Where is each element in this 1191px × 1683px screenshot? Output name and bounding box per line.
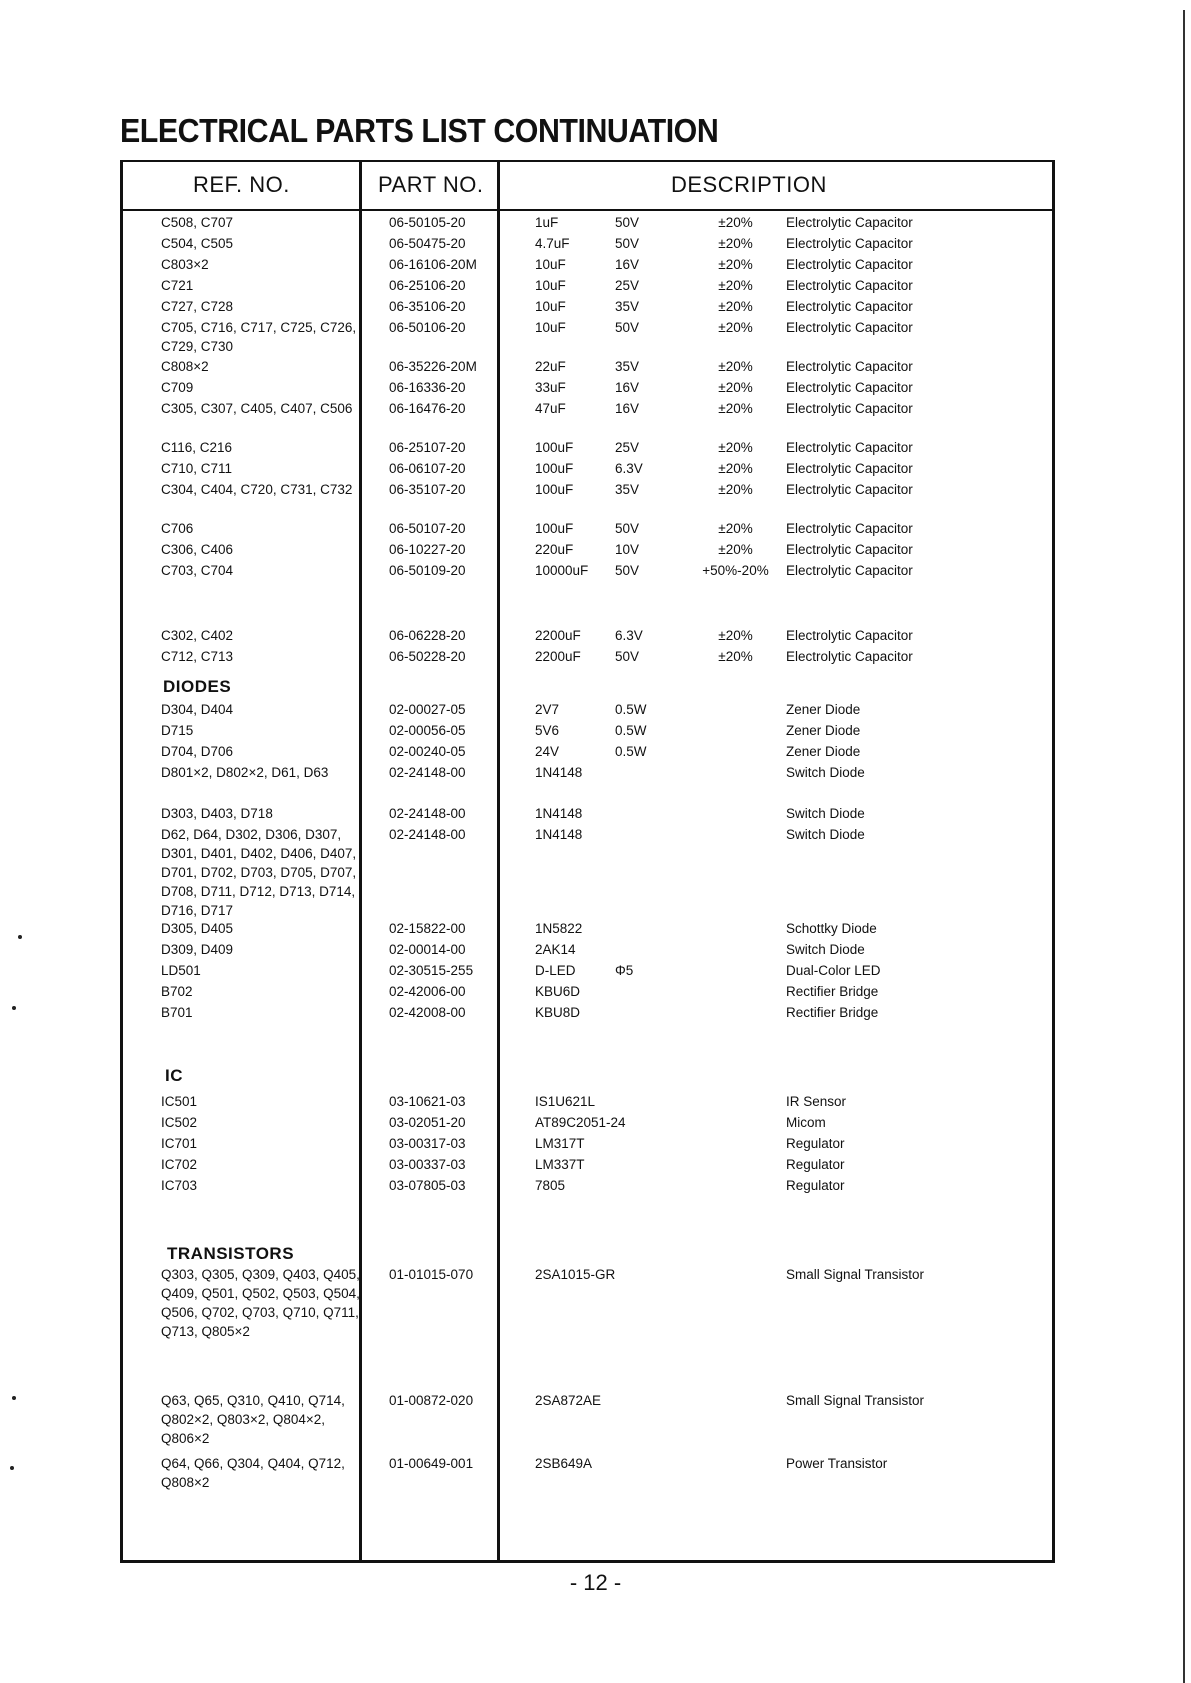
ref-cell: C304, C404, C720, C731, C732: [161, 482, 353, 497]
part-number-cell: 06-50105-20: [389, 215, 466, 230]
type-cell: Electrolytic Capacitor: [786, 257, 913, 272]
type-cell: Rectifier Bridge: [786, 984, 879, 999]
type-cell: Switch Diode: [786, 942, 865, 957]
type-cell: Electrolytic Capacitor: [786, 440, 913, 455]
rating-cell: 50V: [615, 521, 640, 536]
value-cell: 1uF: [535, 215, 559, 230]
rating-cell: 35V: [615, 482, 640, 497]
part-number-cell: 06-06107-20: [389, 461, 466, 476]
ref-cell: C721: [161, 278, 194, 293]
value-cell: 100uF: [535, 461, 574, 476]
value-cell: LM337T: [535, 1157, 585, 1172]
value-cell: 100uF: [535, 521, 574, 536]
value-cell: 2200uF: [535, 649, 581, 664]
ref-cell: C703, C704: [161, 563, 234, 578]
tolerance-cell: ±20%: [718, 320, 753, 335]
scan-speck: [12, 1006, 16, 1010]
ref-cell: C305, C307, C405, C407, C506: [161, 401, 353, 416]
part-number-cell: 06-35226-20M: [389, 359, 477, 374]
part-number-cell: 06-50106-20: [389, 320, 466, 335]
type-cell: Zener Diode: [786, 723, 861, 738]
ref-cell: IC702: [161, 1157, 198, 1172]
parts-table: [120, 160, 1055, 1563]
value-cell: 10uF: [535, 320, 566, 335]
type-cell: Electrolytic Capacitor: [786, 482, 913, 497]
part-number-cell: 06-25107-20: [389, 440, 466, 455]
rating-cell: 35V: [615, 359, 640, 374]
rating-cell: 50V: [615, 215, 640, 230]
scan-speck: [12, 1396, 16, 1400]
page-title: ELECTRICAL PARTS LIST CONTINUATION: [120, 112, 719, 149]
part-number-cell: 06-50107-20: [389, 521, 466, 536]
tolerance-cell: ±20%: [718, 299, 753, 314]
value-cell: 5V6: [535, 723, 560, 738]
part-number-cell: 01-00649-001: [389, 1456, 474, 1471]
rating-cell: 6.3V: [615, 628, 643, 643]
part-number-cell: 02-24148-00: [389, 765, 466, 780]
type-cell: Electrolytic Capacitor: [786, 628, 913, 643]
header-ref-no: REF. NO.: [193, 172, 290, 197]
type-cell: Electrolytic Capacitor: [786, 649, 913, 664]
part-number-cell: 03-10621-03: [389, 1094, 466, 1109]
rating-cell: 0.5W: [615, 723, 647, 738]
header-divider: [123, 209, 1052, 211]
page-number: - 12 -: [569, 1570, 622, 1595]
part-number-cell: 03-07805-03: [389, 1178, 466, 1193]
type-cell: Electrolytic Capacitor: [786, 359, 913, 374]
part-number-cell: 06-25106-20: [389, 278, 466, 293]
part-number-cell: 06-50109-20: [389, 563, 466, 578]
type-cell: Electrolytic Capacitor: [786, 236, 913, 251]
value-cell: 10000uF: [535, 563, 589, 578]
type-cell: Electrolytic Capacitor: [786, 320, 913, 335]
part-number-cell: 06-10227-20: [389, 542, 466, 557]
scan-speck: [18, 935, 22, 939]
value-cell: 10uF: [535, 278, 566, 293]
ref-cell: C706: [161, 521, 194, 536]
part-number-cell: 06-16336-20: [389, 380, 466, 395]
value-cell: 2AK14: [535, 942, 576, 957]
ref-cell: C727, C728: [161, 299, 234, 314]
rating-cell: 16V: [615, 401, 640, 416]
value-cell: 1N4148: [535, 827, 583, 842]
ref-cell: Q63, Q65, Q310, Q410, Q714, Q802×2, Q803×2, Q804×2, Q806×2: [161, 1393, 345, 1446]
tolerance-cell: ±20%: [718, 278, 753, 293]
rating-cell: 6.3V: [615, 461, 643, 476]
type-cell: Electrolytic Capacitor: [786, 461, 913, 476]
type-cell: Regulator: [786, 1178, 845, 1193]
part-number-cell: 06-06228-20: [389, 628, 466, 643]
type-cell: Regulator: [786, 1136, 845, 1151]
section-title-ic: IC: [165, 1066, 183, 1085]
ref-cell: Q64, Q66, Q304, Q404, Q712, Q808×2: [161, 1456, 345, 1490]
part-number-cell: 01-00872-020: [389, 1393, 474, 1408]
ref-cell: C116, C216: [161, 440, 233, 455]
section-title-transistors: TRANSISTORS: [167, 1244, 295, 1263]
type-cell: Switch Diode: [786, 765, 865, 780]
part-number-cell: 02-00056-05: [389, 723, 466, 738]
tolerance-cell: +50%-20%: [702, 563, 769, 578]
part-number-cell: 02-15822-00: [389, 921, 466, 936]
part-number-cell: 02-00027-05: [389, 702, 466, 717]
value-cell: 1N4148: [535, 806, 583, 821]
ref-cell: D304, D404: [161, 702, 234, 717]
value-cell: 2SA872AE: [535, 1393, 602, 1408]
ref-cell: C508, C707: [161, 215, 234, 230]
type-cell: Regulator: [786, 1157, 845, 1172]
header-part-no: PART NO.: [378, 172, 484, 197]
tolerance-cell: ±20%: [718, 521, 753, 536]
value-cell: 22uF: [535, 359, 566, 374]
ref-cell: IC703: [161, 1178, 198, 1193]
rating-cell: 35V: [615, 299, 640, 314]
part-number-cell: 02-42008-00: [389, 1005, 466, 1020]
rating-cell: 25V: [615, 278, 640, 293]
ref-cell: IC701: [161, 1136, 198, 1151]
value-cell: 2V7: [535, 702, 560, 717]
value-cell: KBU6D: [535, 984, 581, 999]
ref-cell: D309, D409: [161, 942, 234, 957]
ref-cell: C709: [161, 380, 194, 395]
type-cell: Electrolytic Capacitor: [786, 215, 913, 230]
type-cell: Electrolytic Capacitor: [786, 401, 913, 416]
value-cell: 4.7uF: [535, 236, 570, 251]
value-cell: 1N4148: [535, 765, 583, 780]
value-cell: 33uF: [535, 380, 566, 395]
type-cell: Electrolytic Capacitor: [786, 521, 913, 536]
ref-cell: D305, D405: [161, 921, 234, 936]
tolerance-cell: ±20%: [718, 401, 753, 416]
rating-cell: 10V: [615, 542, 640, 557]
type-cell: Schottky Diode: [786, 921, 877, 936]
value-cell: 2SA1015-GR: [535, 1267, 616, 1282]
part-number-cell: 02-24148-00: [389, 827, 466, 842]
ref-cell: C504, C505: [161, 236, 234, 251]
ref-cell: B702: [161, 984, 193, 999]
value-cell: AT89C2051-24: [535, 1115, 626, 1130]
rating-cell: 50V: [615, 320, 640, 335]
part-number-cell: 06-50228-20: [389, 649, 466, 664]
value-cell: D-LED: [535, 963, 576, 978]
value-cell: 7805: [535, 1178, 566, 1193]
part-number-cell: 06-16476-20: [389, 401, 466, 416]
part-number-cell: 02-00014-00: [389, 942, 466, 957]
type-cell: IR Sensor: [786, 1094, 847, 1109]
ref-cell: D801×2, D802×2, D61, D63: [161, 765, 329, 780]
value-cell: 24V: [535, 744, 560, 759]
part-number-cell: 03-02051-20: [389, 1115, 466, 1130]
tolerance-cell: ±20%: [718, 359, 753, 374]
rating-cell: 25V: [615, 440, 640, 455]
section-title-diodes: DIODES: [163, 677, 232, 696]
ref-cell: D715: [161, 723, 194, 738]
part-number-cell: 01-01015-070: [389, 1267, 474, 1282]
ref-cell: C710, C711: [161, 461, 233, 476]
part-number-cell: 02-24148-00: [389, 806, 466, 821]
type-cell: Electrolytic Capacitor: [786, 542, 913, 557]
value-cell: 2200uF: [535, 628, 581, 643]
tolerance-cell: ±20%: [718, 482, 753, 497]
ref-cell: D303, D403, D718: [161, 806, 273, 821]
tolerance-cell: ±20%: [718, 542, 753, 557]
type-cell: Small Signal Transistor: [786, 1393, 925, 1408]
value-cell: 2SB649A: [535, 1456, 593, 1471]
type-cell: Electrolytic Capacitor: [786, 299, 913, 314]
ref-cell: C803×2: [161, 257, 209, 272]
type-cell: Zener Diode: [786, 744, 861, 759]
part-number-cell: 06-35106-20: [389, 299, 466, 314]
ref-cell: C302, C402: [161, 628, 234, 643]
rating-cell: 50V: [615, 236, 640, 251]
value-cell: 10uF: [535, 257, 566, 272]
ref-cell: D62, D64, D302, D306, D307, D301, D401, D402, D406, D407, D701, D702, D703, D705, D707, D708, D711, D712, D713, D714, D716, D717: [161, 827, 357, 918]
part-number-cell: 02-30515-255: [389, 963, 474, 978]
type-cell: Rectifier Bridge: [786, 1005, 879, 1020]
type-cell: Small Signal Transistor: [786, 1267, 925, 1282]
ref-cell: C808×2: [161, 359, 209, 374]
tolerance-cell: ±20%: [718, 257, 753, 272]
type-cell: Switch Diode: [786, 827, 865, 842]
tolerance-cell: ±20%: [718, 215, 753, 230]
tolerance-cell: ±20%: [718, 628, 753, 643]
tolerance-cell: ±20%: [718, 461, 753, 476]
type-cell: Electrolytic Capacitor: [786, 563, 913, 578]
rating-cell: 0.5W: [615, 744, 647, 759]
column-divider-part: [497, 162, 500, 1560]
ref-cell: IC502: [161, 1115, 198, 1130]
scan-speck: [10, 1466, 14, 1470]
value-cell: KBU8D: [535, 1005, 581, 1020]
rating-cell: 16V: [615, 380, 640, 395]
rating-cell: 16V: [615, 257, 640, 272]
tolerance-cell: ±20%: [718, 649, 753, 664]
rating-cell: 50V: [615, 563, 640, 578]
value-cell: 47uF: [535, 401, 566, 416]
tolerance-cell: ±20%: [718, 440, 753, 455]
type-cell: Power Transistor: [786, 1456, 888, 1471]
ref-cell: B701: [161, 1005, 193, 1020]
type-cell: Micom: [786, 1115, 826, 1130]
value-cell: 220uF: [535, 542, 574, 557]
part-number-cell: 06-16106-20M: [389, 257, 477, 272]
ref-cell: C705, C716, C717, C725, C726, C729, C730: [161, 320, 357, 354]
type-cell: Electrolytic Capacitor: [786, 380, 913, 395]
tolerance-cell: ±20%: [718, 380, 753, 395]
ref-cell: C712, C713: [161, 649, 234, 664]
type-cell: Dual-Color LED: [786, 963, 881, 978]
value-cell: LM317T: [535, 1136, 585, 1151]
value-cell: 10uF: [535, 299, 566, 314]
rating-cell: 0.5W: [615, 702, 647, 717]
type-cell: Electrolytic Capacitor: [786, 278, 913, 293]
type-cell: Zener Diode: [786, 702, 861, 717]
ref-cell: Q303, Q305, Q309, Q403, Q405, Q409, Q501, Q502, Q503, Q504, Q506, Q702, Q703, Q710, Q711, Q713, Q805×2: [161, 1267, 360, 1339]
rating-cell: 50V: [615, 649, 640, 664]
part-number-cell: 02-42006-00: [389, 984, 466, 999]
value-cell: 100uF: [535, 482, 574, 497]
ref-cell: C306, C406: [161, 542, 234, 557]
rating-cell: Φ5: [615, 963, 634, 978]
value-cell: 1N5822: [535, 921, 583, 936]
part-number-cell: 06-35107-20: [389, 482, 466, 497]
page-edge-line: [1183, 10, 1185, 1683]
ref-cell: IC501: [161, 1094, 198, 1109]
part-number-cell: 06-50475-20: [389, 236, 466, 251]
ref-cell: D704, D706: [161, 744, 234, 759]
part-number-cell: 02-00240-05: [389, 744, 466, 759]
header-description: DESCRIPTION: [671, 172, 827, 197]
value-cell: IS1U621L: [535, 1094, 596, 1109]
part-number-cell: 03-00337-03: [389, 1157, 466, 1172]
part-number-cell: 03-00317-03: [389, 1136, 466, 1151]
ref-cell: LD501: [161, 963, 201, 978]
tolerance-cell: ±20%: [718, 236, 753, 251]
type-cell: Switch Diode: [786, 806, 865, 821]
value-cell: 100uF: [535, 440, 574, 455]
